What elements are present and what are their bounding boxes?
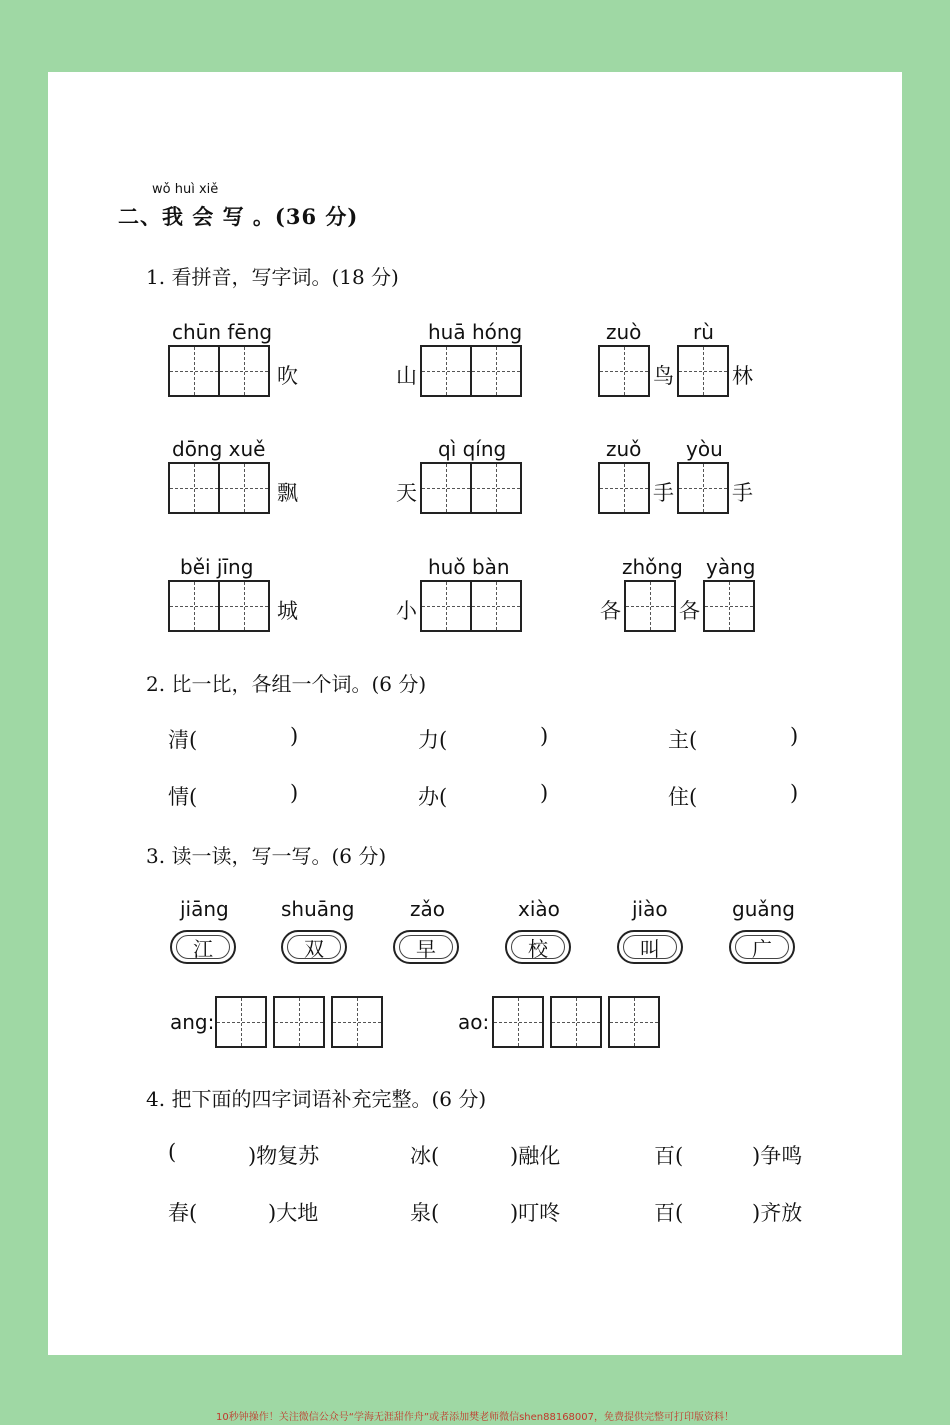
q1-grid-qiqing[interactable] bbox=[420, 462, 522, 514]
section-pinyin: wǒ huì xiě bbox=[152, 182, 219, 197]
q2-title: 2. 比一比，各组一个词。(6 分) bbox=[146, 672, 427, 696]
q1-char-lin: 林 bbox=[732, 364, 753, 388]
q3-badge-jiang bbox=[170, 930, 236, 964]
q1-char-tian: 天 bbox=[396, 481, 417, 505]
q1-grid-you[interactable] bbox=[677, 462, 729, 514]
q3-pinyin-jiang: jiāng bbox=[180, 897, 229, 921]
q4-r2-2-pre: 泉( bbox=[410, 1201, 440, 1225]
q3-title: 3. 读一读，写一写。(6 分) bbox=[146, 844, 387, 868]
q4-r1-2-pre: 冰( bbox=[410, 1144, 440, 1168]
q3-pinyin-xiao: xiào bbox=[518, 897, 560, 921]
q1-grid-huahong[interactable] bbox=[420, 345, 522, 397]
q1-pinyin-zuo3: zuǒ bbox=[606, 437, 642, 461]
q4-r1-3-post: )争鸣 bbox=[752, 1144, 803, 1168]
q3-pinyin-guang: guǎng bbox=[732, 897, 795, 921]
q2-qing2: 情( bbox=[168, 785, 198, 809]
q3-pinyin-shuang: shuāng bbox=[281, 897, 355, 921]
q1-pinyin-zuo: zuò bbox=[606, 320, 642, 344]
q1-char-cheng: 城 bbox=[277, 599, 298, 623]
q1-pinyin-beijing: běi jīng bbox=[180, 555, 254, 579]
q4-r1-1-post: )物复苏 bbox=[248, 1144, 320, 1168]
q3-ang-grid[interactable] bbox=[215, 996, 383, 1048]
q1-grid-beijing[interactable] bbox=[168, 580, 270, 632]
q1-char-shan: 山 bbox=[396, 364, 417, 388]
q2-close: ) bbox=[790, 724, 799, 748]
q3-ao-label: ao: bbox=[458, 1010, 490, 1034]
q3-badge-guang bbox=[729, 930, 795, 964]
q2-close: ) bbox=[290, 781, 299, 805]
q3-badge-jiao bbox=[617, 930, 683, 964]
q1-pinyin-huahong: huā hóng bbox=[428, 320, 523, 344]
q3-pinyin-zao: zǎo bbox=[410, 897, 445, 921]
q3-ao-grid[interactable] bbox=[492, 996, 660, 1048]
q2-zhu2: 住( bbox=[668, 785, 698, 809]
q2-li: 力( bbox=[418, 728, 448, 752]
q3-char: 叫 bbox=[640, 936, 660, 961]
q1-grid-chunfeng[interactable] bbox=[168, 345, 270, 397]
q1-pinyin-qiqing: qì qíng bbox=[438, 437, 507, 461]
q3-char: 双 bbox=[304, 936, 324, 961]
q1-title: 1. 看拼音，写字词。(18 分) bbox=[146, 265, 399, 289]
q1-char-ge1: 各 bbox=[600, 599, 621, 623]
q1-char-piao: 飘 bbox=[277, 481, 298, 505]
q1-char-chui: 吹 bbox=[277, 364, 298, 388]
q2-close: ) bbox=[790, 781, 799, 805]
q1-pinyin-you: yòu bbox=[686, 437, 723, 461]
q2-close: ) bbox=[540, 724, 549, 748]
q2-close: ) bbox=[540, 781, 549, 805]
q4-r2-1-post: )大地 bbox=[268, 1201, 319, 1225]
q1-grid-huoban[interactable] bbox=[420, 580, 522, 632]
q1-grid-zhong[interactable] bbox=[624, 580, 676, 632]
q1-char-shou2: 手 bbox=[732, 481, 753, 505]
q2-ban: 办( bbox=[418, 785, 448, 809]
q1-pinyin-yang: yàng bbox=[706, 555, 756, 579]
q1-pinyin-zhong: zhǒng bbox=[622, 555, 683, 579]
section-title: 二、我 会 写 。(36 分) bbox=[118, 204, 359, 229]
q1-grid-yang[interactable] bbox=[703, 580, 755, 632]
q3-badge-zao bbox=[393, 930, 459, 964]
q3-ang-label: ang: bbox=[170, 1010, 215, 1034]
q1-char-shou1: 手 bbox=[653, 481, 674, 505]
q3-char: 早 bbox=[416, 936, 436, 961]
q1-pinyin-ru: rù bbox=[693, 320, 714, 344]
q1-char-xiao: 小 bbox=[396, 599, 417, 623]
q1-pinyin-chunfeng: chūn fēng bbox=[172, 320, 273, 344]
q3-char: 广 bbox=[752, 936, 772, 961]
q1-char-niao: 鸟 bbox=[653, 364, 674, 388]
q2-qing: 清( bbox=[168, 728, 198, 752]
q1-grid-ru[interactable] bbox=[677, 345, 729, 397]
footer-note: 10秒钟操作！关注微信公众号“学海无涯甜作舟”或者添加樊老师微信shen88168007，免费提供完整可打印版资料！ bbox=[215, 1412, 735, 1423]
q4-r2-1-pre: 春( bbox=[168, 1201, 198, 1225]
q3-pinyin-jiao: jiào bbox=[632, 897, 668, 921]
q4-r2-2-post: )叮咚 bbox=[510, 1201, 561, 1225]
q1-char-ge2: 各 bbox=[679, 599, 700, 623]
q3-char: 校 bbox=[528, 936, 548, 961]
q1-grid-dongxue[interactable] bbox=[168, 462, 270, 514]
q4-r1-3-pre: 百( bbox=[654, 1144, 684, 1168]
q4-r1-2-post: )融化 bbox=[510, 1144, 561, 1168]
q2-close: ) bbox=[290, 724, 299, 748]
q1-grid-zuo3[interactable] bbox=[598, 462, 650, 514]
q3-badge-shuang bbox=[281, 930, 347, 964]
q2-zhu: 主( bbox=[668, 728, 698, 752]
q1-pinyin-dongxue: dōng xuě bbox=[172, 437, 266, 461]
q1-grid-zuo[interactable] bbox=[598, 345, 650, 397]
q3-badge-xiao bbox=[505, 930, 571, 964]
q4-title: 4. 把下面的四字词语补充完整。(6 分) bbox=[146, 1087, 487, 1111]
q4-r2-3-post: )齐放 bbox=[752, 1201, 803, 1225]
q4-r1-1-pre: ( bbox=[168, 1140, 177, 1164]
q1-pinyin-huoban: huǒ bàn bbox=[428, 555, 510, 579]
q3-char: 江 bbox=[193, 936, 213, 961]
q4-r2-3-pre: 百( bbox=[654, 1201, 684, 1225]
